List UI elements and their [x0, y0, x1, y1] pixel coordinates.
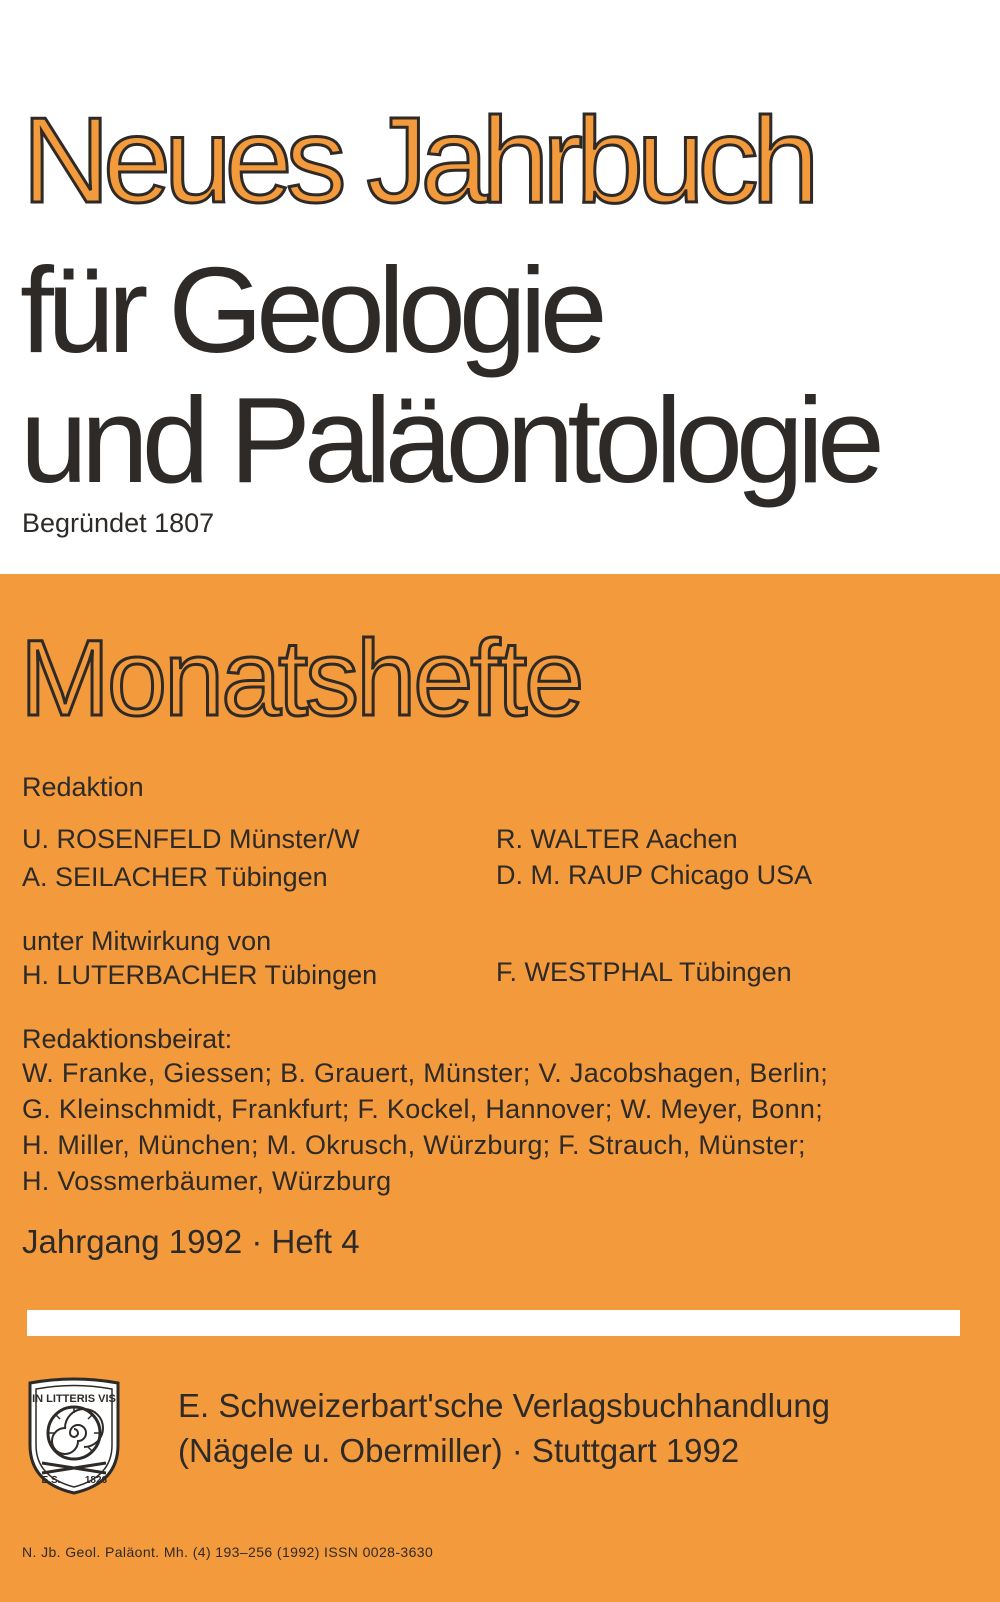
advisory-board-label: Redaktionsbeirat:	[22, 1024, 233, 1054]
contributor-entry: H. LUTERBACHER Tübingen	[22, 960, 378, 990]
journal-title-line-3: und Paläontologie	[20, 372, 878, 508]
founded-note: Begründet 1807	[22, 508, 215, 538]
ammonite-seal-icon	[18, 1375, 130, 1497]
contributor-entry: F. WESTPHAL Tübingen	[496, 957, 792, 987]
publisher-name: E. Schweizerbart'sche Verlagsbuchhandlung	[178, 1387, 831, 1424]
editor-entry: A. SEILACHER Tübingen	[22, 862, 328, 892]
editors-label: Redaktion	[22, 772, 144, 802]
white-divider-bar	[27, 1310, 960, 1336]
series-title: Monatshefte	[20, 617, 582, 738]
journal-title-line-1: Neues Jahrbuch	[22, 92, 813, 228]
contributors-label: unter Mitwirkung von	[22, 926, 272, 956]
seal-initials: E.S.	[41, 1475, 61, 1486]
publisher-location: (Nägele u. Obermiller) · Stuttgart 1992	[178, 1432, 740, 1469]
editor-entry: D. M. RAUP Chicago USA	[496, 860, 813, 890]
issue-info: Jahrgang 1992 · Heft 4	[22, 1223, 360, 1260]
seal-motto: IN LITTERIS VIS	[32, 1393, 116, 1405]
advisory-board-line: H. Miller, München; M. Okrusch, Würzburg; F. Strauch, Münster;	[22, 1130, 806, 1160]
journal-title-line-2: für Geologie	[20, 242, 601, 378]
advisory-board-list	[22, 1055, 982, 1199]
editor-entry: R. WALTER Aachen	[496, 824, 738, 854]
advisory-board-line: W. Franke, Giessen; B. Grauert, Münster; V. Jacobshagen, Berlin;	[22, 1058, 829, 1088]
editor-entry: U. ROSENFELD Münster/W	[22, 824, 360, 854]
citation-line: N. Jb. Geol. Paläont. Mh. (4) 193–256 (1992) ISSN 0028-3630	[22, 1544, 434, 1560]
advisory-board-line: G. Kleinschmidt, Frankfurt; F. Kockel, Hannover; W. Meyer, Bonn;	[22, 1094, 823, 1124]
seal-year: 1826	[84, 1475, 108, 1486]
advisory-board-line: H. Vossmerbäumer, Würzburg	[22, 1166, 392, 1196]
cover-header-area	[0, 0, 1000, 574]
